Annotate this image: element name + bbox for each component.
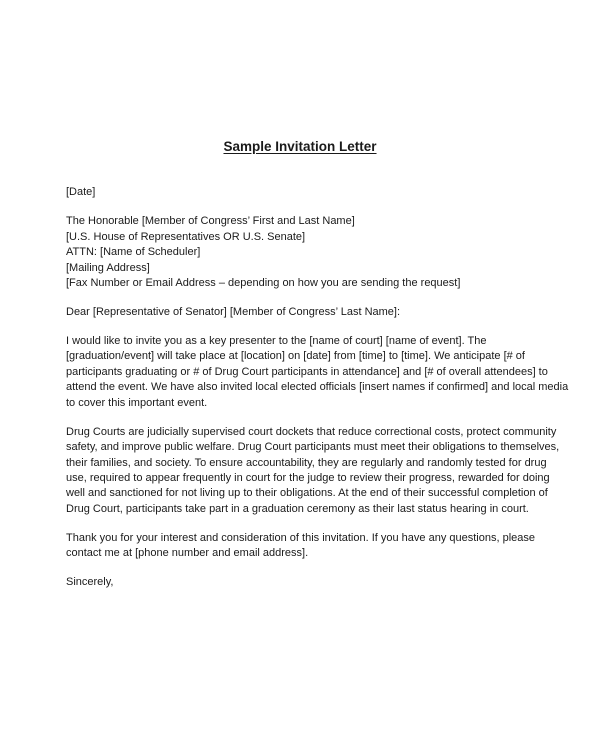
salutation: Dear [Representative of Senator] [Member of Congress’ Last Name]: (66, 306, 401, 318)
address-line-chamber: [U.S. House of Representatives OR U.S. Senate] (66, 231, 306, 243)
paragraph-2-line: Drug Courts are judicially supervised court dockets that reduce correctional costs, protect community (66, 426, 557, 438)
paragraph-2-line: use, required to appear frequently in court for the judge to review their progress, rewarded for doing (66, 472, 550, 484)
paragraph-1-line: participants graduating or # of Drug Court participants in attendance] and [# of overall attendees] to (66, 366, 548, 378)
paragraph-1-line: to cover this important event. (66, 397, 208, 409)
paragraph-3-line: contact me at [phone number and email address]. (66, 547, 309, 559)
date-line: [Date] (66, 186, 96, 198)
address-line-fax-email: [Fax Number or Email Address – depending on how you are sending the request] (66, 277, 461, 289)
paragraph-2-line: safety, and improve public welfare. Drug Court participants must meet their obligations to themselves, (66, 441, 560, 453)
paragraph-1-line: attend the event. We have also invited local elected officials [insert names if confirmed] and local media (66, 381, 569, 393)
paragraph-3-line: Thank you for your interest and consideration of this invitation. If you have any questions, please (66, 532, 535, 544)
closing: Sincerely, (66, 576, 114, 588)
paragraph-2-line: Drug Court, participants take part in a graduation ceremony as their last status hearing in court. (66, 503, 529, 515)
paragraph-1-line: [graduation/event] will take place at [location] on [date] from [time] to [time]. We anticipate [# of (66, 350, 525, 362)
address-line-mailing: [Mailing Address] (66, 262, 150, 274)
letter-title: Sample Invitation Letter (223, 139, 377, 154)
address-line-attn: ATTN: [Name of Scheduler] (66, 246, 201, 258)
paragraph-2-line: well and sanctioned for not living up to their obligations. At the end of their successful completion of (66, 487, 548, 499)
paragraph-2-line: their families, and society. To ensure accountability, they are regularly and randomly tested for drug (66, 457, 547, 469)
paragraph-1-line: I would like to invite you as a key presenter to the [name of court] [name of event]. The (66, 335, 487, 347)
address-line-recipient: The Honorable [Member of Congress’ First and Last Name] (66, 215, 355, 227)
